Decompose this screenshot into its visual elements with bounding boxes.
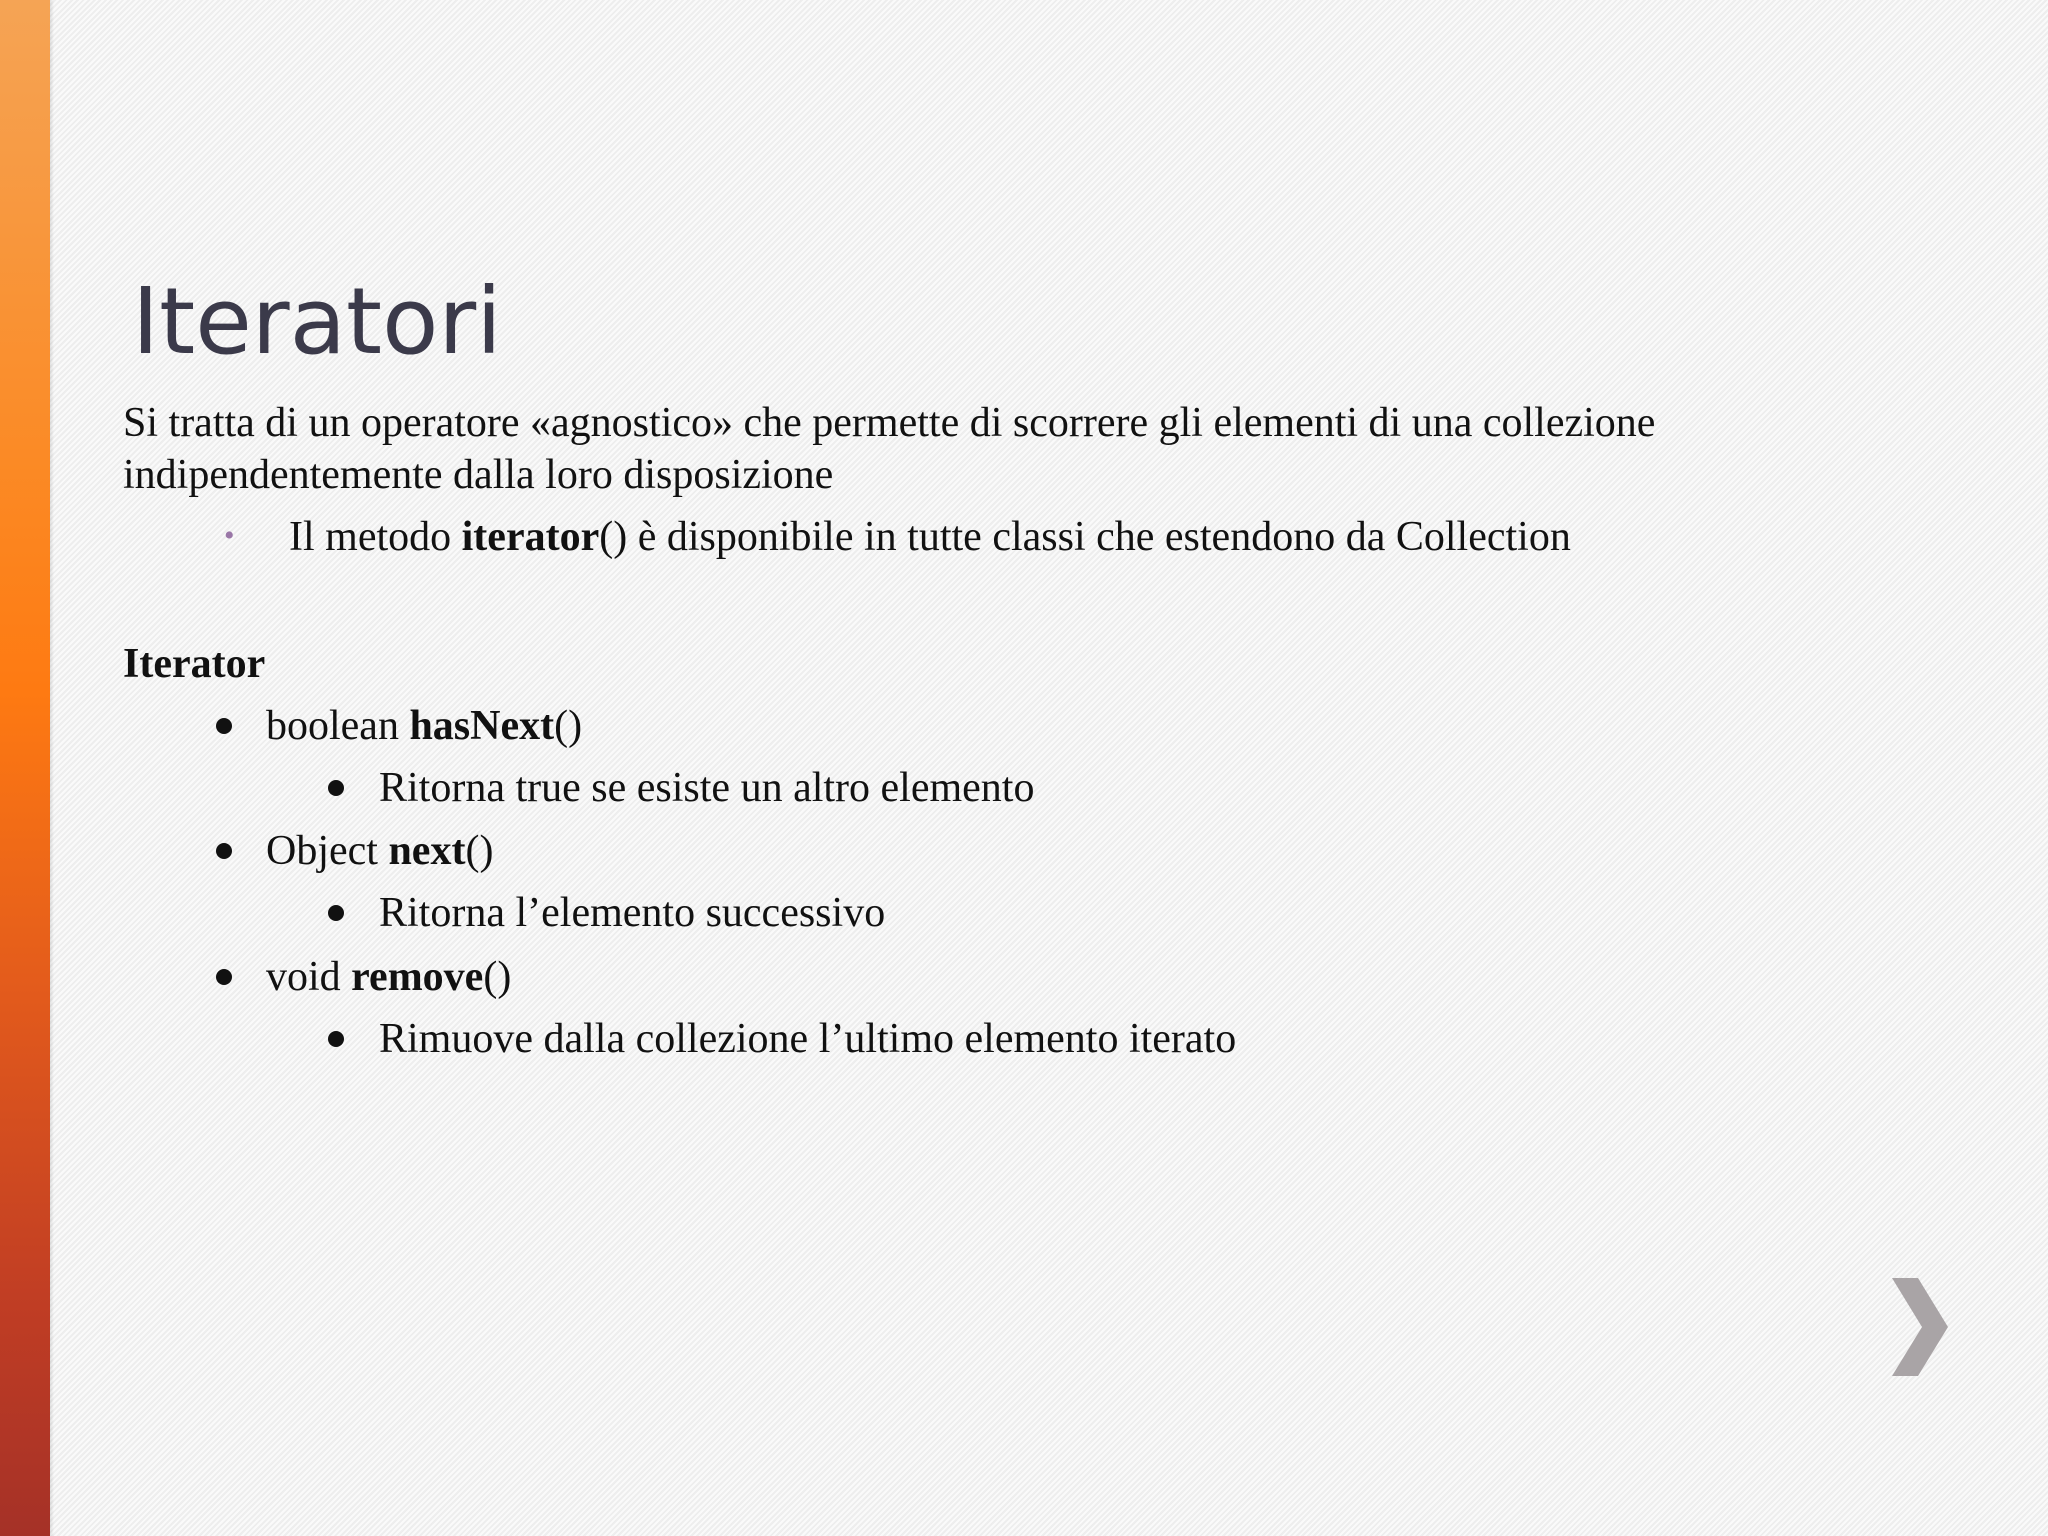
method-next <box>266 825 493 877</box>
sidebar-shadow <box>50 0 54 1536</box>
sub-bullet-icon <box>328 905 344 921</box>
method-name: next <box>388 828 466 874</box>
next-slide-button[interactable] <box>1888 1276 1952 1378</box>
method-hasnext <box>266 700 582 752</box>
method-return-type: boolean <box>266 703 410 749</box>
sub-bullet-icon <box>328 1031 344 1047</box>
method-description: Ritorna l’elemento successivo <box>379 890 886 936</box>
method-parens: () <box>483 954 512 1000</box>
method-parens: () <box>554 703 583 749</box>
bullet-icon <box>216 718 232 734</box>
method-return-type: Object <box>266 828 389 874</box>
method-remove <box>266 951 511 1003</box>
accent-sidebar <box>0 0 50 1536</box>
method-return-type: void <box>266 954 352 1000</box>
method-name: hasNext <box>409 703 555 749</box>
method-name: remove <box>351 954 484 1000</box>
secondary-bullet: • <box>224 519 235 552</box>
method-description: Rimuove dalla collezione l’ultimo elemento iterato <box>379 1016 1237 1062</box>
slide-title: Iteratori <box>132 268 502 375</box>
bullet-icon <box>216 843 232 859</box>
chevron-right-icon <box>1888 1276 1952 1378</box>
note-text-before: Il metodo <box>289 514 462 560</box>
section-title: Iterator <box>123 641 266 687</box>
intro-line-1: Si tratta di un operatore «agnostico» che permette di scorrere gli elementi di una collezione <box>123 400 1656 446</box>
note-method-name: iterator <box>461 514 600 560</box>
method-description: Ritorna true se esiste un altro elemento <box>379 765 1035 811</box>
iterator-method-note <box>289 511 1571 563</box>
bullet-icon <box>216 969 232 985</box>
intro-line-2: indipendentemente dalla loro disposizione <box>123 452 834 498</box>
method-parens: () <box>465 828 494 874</box>
sub-bullet-icon <box>328 780 344 796</box>
note-text-after: () è disponibile in tutte classi che estendono da Collection <box>599 514 1571 560</box>
